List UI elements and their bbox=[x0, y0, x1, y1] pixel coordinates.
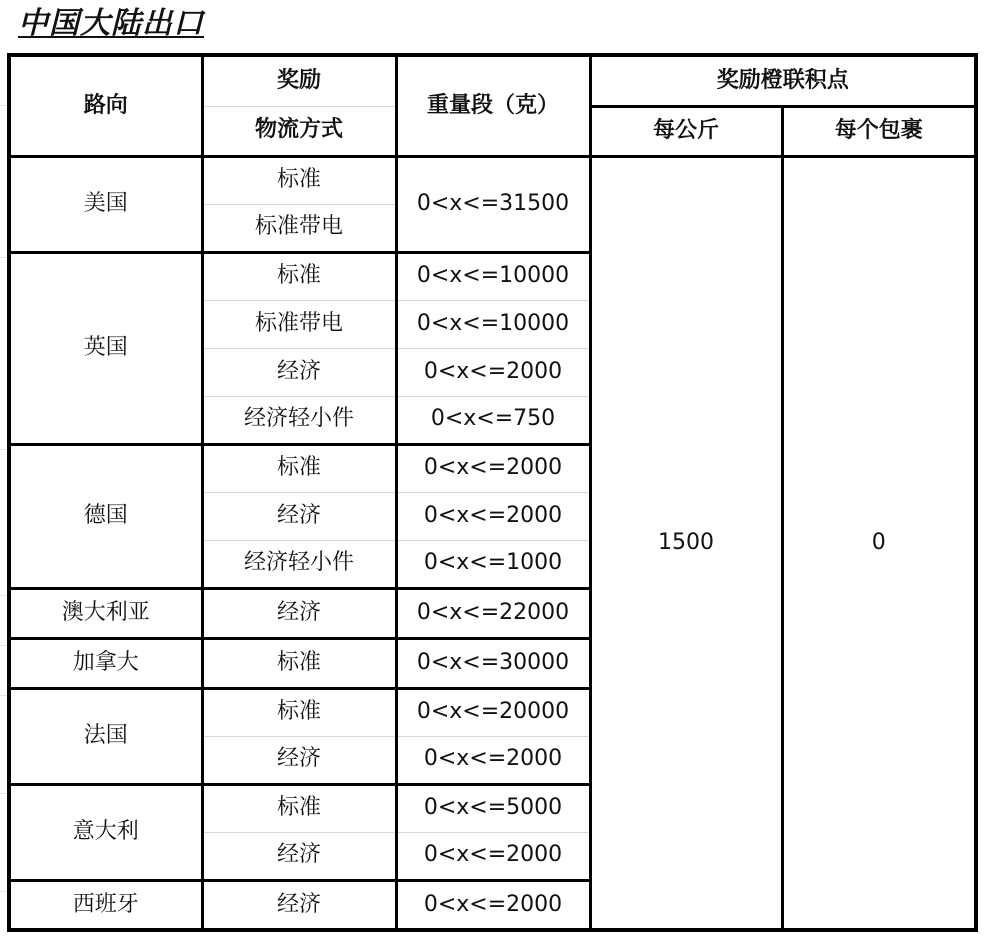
weight-cell: 0<x<=2000 bbox=[396, 880, 590, 930]
weight-cell: 0<x<=2000 bbox=[396, 832, 590, 880]
weight-cell: 0<x<=1000 bbox=[396, 540, 590, 588]
header-weight: 重量段（克） bbox=[396, 55, 590, 156]
header-per-kg: 每公斤 bbox=[590, 106, 782, 156]
header-logistics: 物流方式 bbox=[202, 106, 396, 156]
page-title: 中国大陆出口 bbox=[18, 6, 204, 41]
logistics-cell: 经济 bbox=[202, 492, 396, 540]
logistics-cell: 标准 bbox=[202, 156, 396, 204]
weight-cell: 0<x<=2000 bbox=[396, 736, 590, 784]
weight-cell: 0<x<=10000 bbox=[396, 252, 590, 300]
logistics-cell: 标准 bbox=[202, 638, 396, 688]
route-cell: 德国 bbox=[9, 444, 202, 588]
weight-cell: 0<x<=31500 bbox=[396, 156, 590, 252]
logistics-cell: 标准带电 bbox=[202, 204, 396, 252]
weight-cell: 0<x<=30000 bbox=[396, 638, 590, 688]
weight-cell: 0<x<=2000 bbox=[396, 444, 590, 492]
logistics-cell: 经济轻小件 bbox=[202, 396, 396, 444]
logistics-cell: 经济 bbox=[202, 736, 396, 784]
header-per-package: 每个包裹 bbox=[782, 106, 976, 156]
reward-table bbox=[7, 53, 978, 932]
per-kg-value: 1500 bbox=[590, 156, 782, 930]
route-cell: 法国 bbox=[9, 688, 202, 784]
weight-cell: 0<x<=750 bbox=[396, 396, 590, 444]
logistics-cell: 标准 bbox=[202, 252, 396, 300]
header-points: 奖励橙联积点 bbox=[590, 55, 976, 106]
weight-cell: 0<x<=10000 bbox=[396, 300, 590, 348]
logistics-cell: 标准 bbox=[202, 444, 396, 492]
table-body bbox=[9, 156, 976, 930]
weight-cell: 0<x<=5000 bbox=[396, 784, 590, 832]
header-route: 路向 bbox=[9, 55, 202, 156]
route-cell: 英国 bbox=[9, 252, 202, 444]
logistics-cell: 经济 bbox=[202, 880, 396, 930]
logistics-cell: 经济轻小件 bbox=[202, 540, 396, 588]
route-cell: 加拿大 bbox=[9, 638, 202, 688]
logistics-cell: 标准 bbox=[202, 688, 396, 736]
route-cell: 澳大利亚 bbox=[9, 588, 202, 638]
per-package-value: 0 bbox=[782, 156, 976, 930]
route-cell: 西班牙 bbox=[9, 880, 202, 930]
weight-cell: 0<x<=22000 bbox=[396, 588, 590, 638]
logistics-cell: 经济 bbox=[202, 832, 396, 880]
weight-cell: 0<x<=2000 bbox=[396, 492, 590, 540]
logistics-cell: 标准带电 bbox=[202, 300, 396, 348]
table-header bbox=[9, 55, 976, 156]
logistics-cell: 标准 bbox=[202, 784, 396, 832]
logistics-cell: 经济 bbox=[202, 588, 396, 638]
weight-cell: 0<x<=20000 bbox=[396, 688, 590, 736]
logistics-cell: 经济 bbox=[202, 348, 396, 396]
weight-cell: 0<x<=2000 bbox=[396, 348, 590, 396]
table-row bbox=[9, 156, 976, 204]
route-cell: 意大利 bbox=[9, 784, 202, 880]
route-cell: 美国 bbox=[9, 156, 202, 252]
header-reward: 奖励 bbox=[202, 55, 396, 106]
